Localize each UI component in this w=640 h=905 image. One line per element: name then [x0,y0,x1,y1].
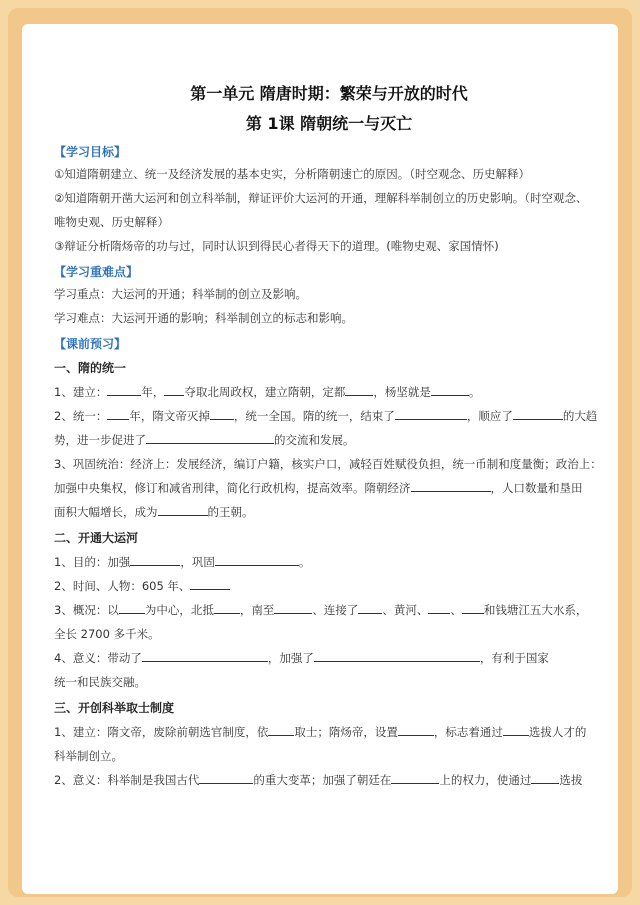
text: 面积大幅增长，成为 [54,505,158,519]
text: 的大趋 [562,409,598,423]
text: ，南至 [239,603,275,617]
text: 选拔 [559,773,583,787]
text: 、黄河、 [382,603,429,617]
text: 年，隋文帝灭掉 [129,409,210,423]
blank[interactable] [158,503,208,516]
text: 夺取北周政权，建立隋朝，定都 [184,385,346,399]
blank[interactable] [215,553,299,566]
part1-line4: 3、巩固统治：经济上：发展经济，编订户籍，核实户口，减轻百姓赋役负担，统一币制和度量衡；政治上： [54,457,602,471]
text: 加强中央集权，修订和减省刑律，简化行政机构，提高效率。隋朝经济 [54,481,411,495]
blank[interactable] [531,771,559,784]
blank[interactable] [107,383,141,396]
text: 的重大变革；加强了朝廷在 [253,773,392,787]
blank[interactable] [411,479,491,492]
text: ，杨坚就是 [373,385,431,399]
lesson-title: 第 1课 隋朝统一与灭亡 [245,114,413,133]
text: ，巩固 [180,555,215,569]
blank[interactable] [210,407,234,420]
blank[interactable] [142,649,268,662]
part1-heading: 一、隋的统一 [54,361,127,375]
blank[interactable] [431,383,469,396]
blank[interactable] [398,723,434,736]
text: 的交流和发展。 [274,433,355,447]
blank[interactable] [146,431,274,444]
part3-heading: 三、开创科举取士制度 [54,701,175,715]
text: 。 [298,555,311,569]
blank[interactable] [268,723,294,736]
text: ，标志着通过 [433,725,503,739]
part3-line2: 科举制创立。 [54,749,123,763]
document-page [22,24,618,894]
goal-3: ③辩证分析隋炀帝的功与过，同时认识到得民心者得天下的道理。(唯物史观、家国情怀) [54,239,499,253]
text: ，人口数量和垦田 [490,481,583,495]
blank[interactable] [503,723,529,736]
part1-line6 [54,500,604,524]
text: 2、意义：科举制是我国古代 [54,773,200,787]
text: 选拔人才的 [528,725,587,739]
text: 1、建立： [54,385,108,399]
text: 取士；隋炀帝，设置 [294,725,398,739]
part2-line6: 统一和民族交融。 [54,675,146,689]
blank[interactable] [462,601,484,614]
blank[interactable] [274,601,312,614]
part3-line1 [54,720,604,744]
part2-line2 [54,574,604,598]
part2-line3 [54,598,604,622]
text: 2、统一： [54,409,108,423]
text: ，有利于国家 [479,651,549,665]
key-points-header: 【学习重难点】 [54,265,139,279]
text: ，统一全国。隋的统一，结束了 [233,409,395,423]
document-content [54,82,604,792]
blank[interactable] [513,407,563,420]
part1-line3 [54,428,604,452]
blank[interactable] [130,553,180,566]
blank[interactable] [164,383,184,396]
text: ，顺应了 [466,409,513,423]
blank[interactable] [395,407,467,420]
goal-1: ①知道隋朝建立、统一及经济发展的基本史实，分析隋朝速亡的原因。（时空观念、历史解释） [54,167,531,181]
part1-line1 [54,380,604,404]
text: 3、概况：以 [54,603,119,617]
text: 4、意义：带动了 [54,651,142,665]
text: 1、目的：加强 [54,555,131,569]
part2-line1 [54,550,604,574]
text: 1、建立：隋文帝，废除前朝选官制度，依 [54,725,269,739]
part2-heading: 二、开通大运河 [54,531,139,545]
part1-line2 [54,404,604,428]
blank[interactable] [314,649,480,662]
preview-header: 【课前预习】 [54,337,127,351]
text: 的王朝。 [207,505,254,519]
text: 、 [450,603,462,617]
part1-line5 [54,476,604,500]
text: 2、时间、人物：605 年、 [54,579,191,593]
blank[interactable] [345,383,373,396]
text: 为中心，北抵 [144,603,214,617]
blank[interactable] [107,407,129,420]
difficult-point: 学习难点：大运河开通的影响；科举制创立的标志和影响。 [54,311,353,325]
unit-title: 第一单元 隋唐时期：繁荣与开放的时代 [190,84,468,103]
blank[interactable] [199,771,253,784]
part3-line3 [54,768,604,792]
text: 年， [141,385,165,399]
part2-line5 [54,646,604,670]
goal-2-cont: 唯物史观、历史解释） [54,215,169,229]
text: 和钱塘江五大水系， [483,603,588,617]
blank[interactable] [214,601,240,614]
part2-line4: 全长 2700 多千米。 [54,627,160,641]
key-point: 学习重点：大运河的开通；科举制的创立及影响。 [54,287,307,301]
goals-header: 【学习目标】 [54,145,127,159]
goal-2: ②知道隋朝开凿大运河和创立科举制，辩证评价大运河的开通，理解科举制创立的历史影响。（时空观念、 [54,191,588,205]
text: 势，进一步促进了 [54,433,146,447]
blank[interactable] [358,601,382,614]
blank[interactable] [428,601,450,614]
text: 。 [468,385,481,399]
text: 上的权力，使通过 [439,773,532,787]
text: ，加强了 [267,651,314,665]
blank[interactable] [119,601,145,614]
blank[interactable] [190,577,230,590]
text: 、连接了 [312,603,359,617]
blank[interactable] [391,771,439,784]
